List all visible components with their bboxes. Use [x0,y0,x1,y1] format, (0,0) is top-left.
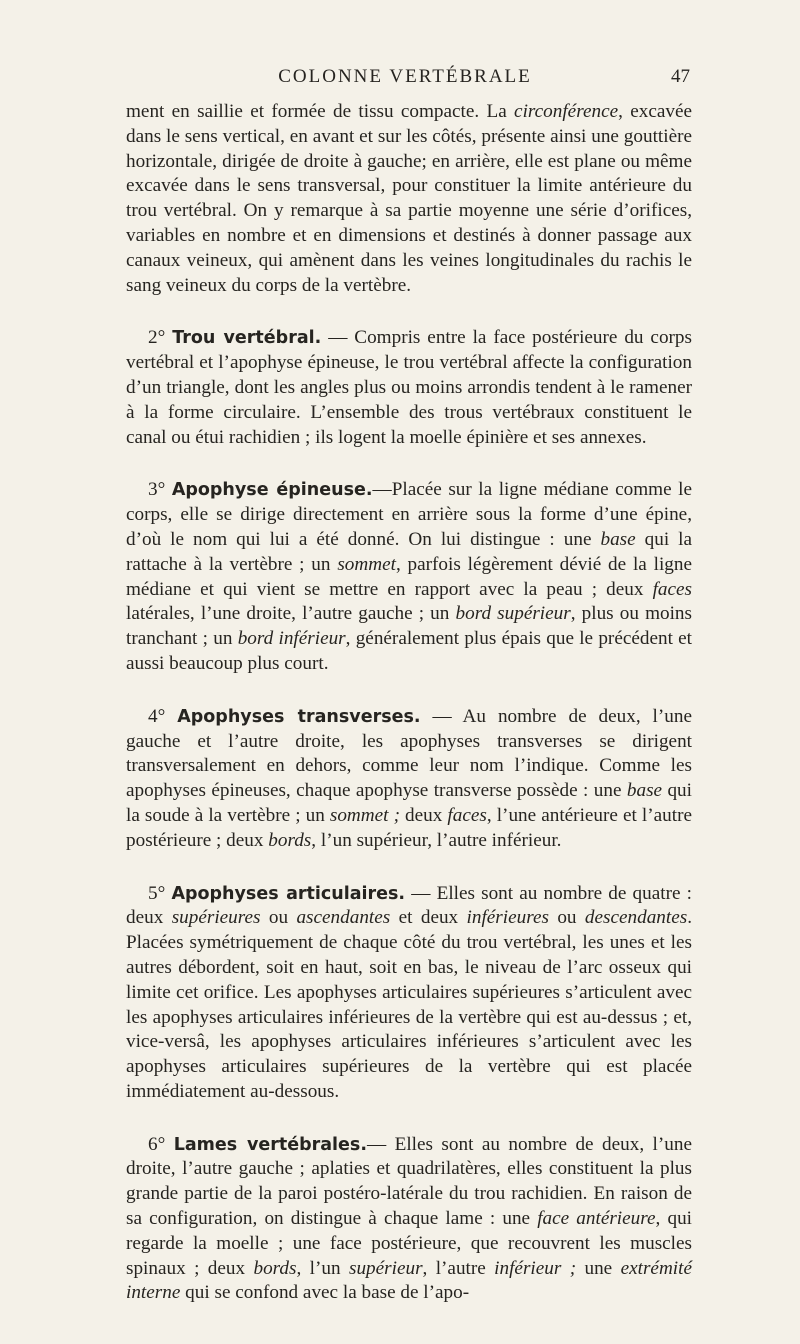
section-heading: Apophyses transverses. [177,706,421,727]
paragraph-1 [126,100,692,298]
text-run: . Placées symétriquement de chaque côté du trou vertébral, les unes et les autres débordent, soit en haut, soit en bas, le niveau de l’arc osseux qui limite cet orifice. Les apophyses articulaires supérieures s’articulent avec les apophyses articulaires inférieures de la vertèbre qui est au-dessus ; et, vice-versâ, les apophyses articulaires inférieures s’articulent avec les apophyses articulaires supérieures de la vertèbre qui est placée immédiatement au-dessous. [126,907,692,1102]
section-apophyse-epineuse [126,478,692,676]
italic-term: supérieures [171,907,261,929]
italic-term: ascendantes [296,907,391,929]
text-run: , l’un [296,1257,349,1279]
section-heading: Apophyse épineuse. [171,480,373,501]
section-heading: Apophyses articulaires. [171,883,406,904]
section-number: 4° [148,705,178,727]
italic-term: inférieur ; [494,1257,577,1279]
text-run: — Elles sont au nombre de quatre : deux [126,882,692,929]
body-text [126,100,692,1334]
italic-term: descendantes [584,907,688,929]
text-run: , l’autre [422,1257,495,1279]
section-heading: Lames vertébrales. [173,1134,367,1155]
text-run: ou [548,907,585,929]
text-run: , parfois légèrement dévié de la ligne médiane et qui vient se mettre en rapport avec la peau ; deux [126,553,692,600]
running-title: COLONNE VERTÉBRALE [278,66,532,87]
section-number: 2° [148,327,173,349]
section-number: 5° [148,882,172,904]
text-run: et deux [390,907,467,929]
text-run: , l’une antérieure et l’autre postérieure ; deux [126,804,692,851]
text-run: une [576,1257,621,1279]
section-trou-vertebral [126,326,692,450]
text-run: qui se confond avec la base de l’apo- [180,1282,470,1304]
section-number: 6° [148,1133,174,1155]
text-run: , généralement plus épais que le précédent et aussi beaucoup plus court. [126,628,693,674]
text-run: ou [260,907,297,929]
text-run: , plus ou moins tranchant ; un [126,603,692,650]
text-run: — Au nombre de deux, l’une gauche et l’autre droite, les apophyses transverses se dirigent transversalement en dehors, comme leur nom l’indique. Comme les apophyses épineuses, chaque apophyse transverse possède : une [126,705,692,802]
italic-term: extrémité interne [126,1257,692,1304]
italic-term: face antérieure [537,1208,656,1230]
italic-term: inférieures [466,907,549,929]
italic-term: sommet [337,553,396,575]
italic-term: bords [253,1257,297,1279]
section-lames-vertebrales [126,1133,692,1307]
text-run: , l’un supérieur, l’autre inférieur. [311,829,562,851]
text-run: qui la soude à la vertèbre ; un [126,780,692,826]
text-run: , excavée dans le sens vertical, en avant et sur les côtés, présente ainsi une gouttière horizontale, dirigée de droite à gauche; en arrière, elle est plane ou même excavée dans le sens transversal, pour constituer la limite antérieure du trou vertébral. On y remarque à sa partie moyenne une série d’orifices, variables en nombre et en dimensions et destinés à donner passage aux canaux veineux, qui amènent dans les veines longitudinales du rachis le sang veineux du corps de la vertèbre. [126,101,692,296]
italic-term: faces [447,804,487,826]
text-run: deux [399,804,448,826]
text-run: ment en saillie et formée de tissu compacte. La [126,101,515,122]
text-run: qui la rattache à la vertèbre ; un [126,528,692,575]
italic-term: base [626,780,663,802]
text-run: —Placée sur la ligne médiane comme le corps, elle se dirige directement en arrière sous la forme d’une épine, d’où le nom qui lui a été donné. On lui distingue : une [126,479,692,550]
text-run: — Elles sont au nombre de deux, l’une droite, l’autre gauche ; aplaties et quadrilatères, elles constituent la plus grande partie de la paroi postéro-latérale du trou rachidien. En raison de sa configuration, on distingue à chaque lame : une [126,1133,692,1230]
italic-term: bords [268,829,312,851]
section-heading: Trou vertébral. [172,328,322,349]
italic-term: bord inférieur [237,628,346,650]
text-run: — Compris entre la face postérieure du corps vertébral et l’apophyse épineuse, le trou vertébral affecte la configuration d’un triangle, dont les angles plus ou moins arrondis tendent à le ramener à la forme circulaire. L’ensemble des trous vertébraux constituent le canal ou étui rachidien ; ils logent la moelle épinière et ses annexes. [126,327,692,448]
text-run: latérales, l’une droite, l’autre gauche ; un [126,603,456,625]
italic-term: base [600,528,636,550]
running-head [120,66,690,94]
italic-term: faces [652,578,692,600]
section-apophyses-transverses [126,705,692,854]
section-number: 3° [148,479,172,501]
italic-term: supérieur [348,1257,423,1279]
italic-term: bord supérieur [455,603,571,625]
section-apophyses-articulaires [126,882,692,1105]
italic-term: sommet ; [329,804,400,826]
text-run: , qui regarde la moelle ; une face postérieure, que recouvrent les muscles spinaux ; deux [126,1208,692,1279]
page-number: 47 [671,66,690,87]
italic-term: circonférence [514,101,619,122]
